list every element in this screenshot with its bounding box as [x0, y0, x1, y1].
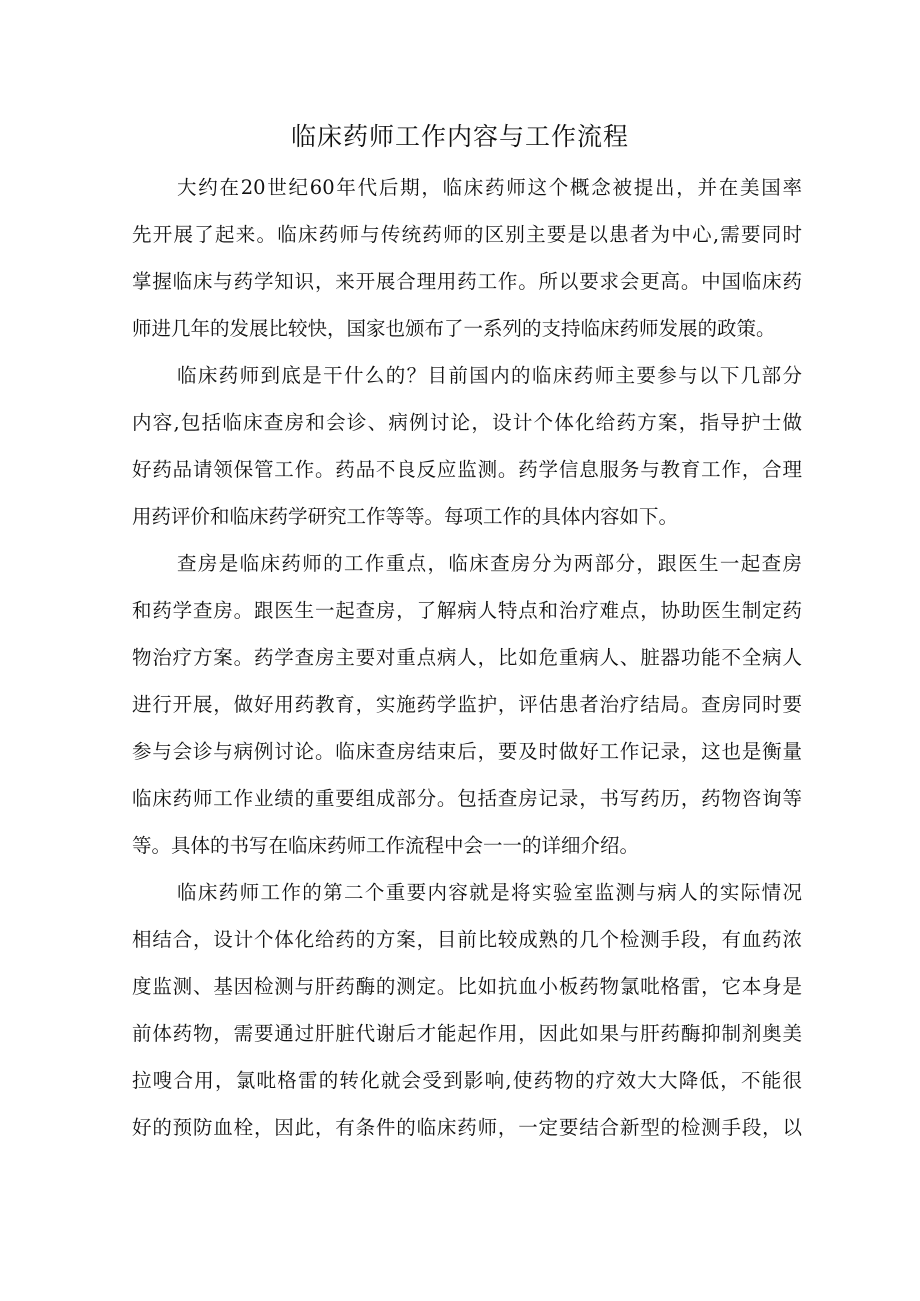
- paragraph-2-line-4: 用药评价和临床药学研究工作等等。每项工作的具体内容如下。: [132, 505, 679, 528]
- paragraph-3-line-1: 查房是临床药师的工作重点，临床查房分为两部分，跟医生一起查房: [177, 552, 802, 575]
- paragraph-3-line-3: 物治疗方案。药学查房主要对重点病人，比如危重病人、脏器功能不全病人: [132, 646, 802, 669]
- document-body: [132, 164, 802, 1151]
- paragraph-4-line-5: 拉嗖合用，氯吡格雷的转化就会受到影响,使药物的疗效大大降低，不能很: [132, 1069, 802, 1092]
- paragraph-2-line-2: 内容,包括临床查房和会诊、病例讨论，设计个体化给药方案，指导护士做: [132, 411, 802, 434]
- paragraph-4-line-4: 前体药物，需要通过肝脏代谢后才能起作用，因此如果与肝药酶抑制剂奥美: [132, 1022, 802, 1045]
- paragraph-3-line-4: 进行开展，做好用药教育，实施药学监护，评估患者治疗结局。查房同时要: [132, 693, 802, 716]
- paragraph-3-line-7: 等。具体的书写在临床药师工作流程中会一一的详细介绍。: [132, 834, 640, 857]
- paragraph-1-line-2: 先开展了起来。临床药师与传统药师的区别主要是以患者为中心,需要同时: [132, 223, 802, 246]
- document-title: 临床药师工作内容与工作流程: [290, 122, 629, 151]
- paragraph-4-line-2: 相结合，设计个体化给药的方案，目前比较成熟的几个检测手段，有血药浓: [132, 928, 802, 951]
- paragraph-3-line-6: 临床药师工作业绩的重要组成部分。包括查房记录，书写药历，药物咨询等: [132, 787, 802, 810]
- paragraph-2-line-1: 临床药师到底是干什么的？目前国内的临床药师主要参与以下几部分: [177, 364, 802, 387]
- paragraph-2-line-3: 好药品请领保管工作。药品不良反应监测。药学信息服务与教育工作，合理: [132, 458, 802, 481]
- paragraph-1-line-3: 掌握临床与药学知识，来开展合理用药工作。所以要求会更高。中国临床药: [132, 270, 802, 293]
- paragraph-3-line-2: 和药学查房。跟医生一起查房，了解病人特点和治疗难点，协助医生制定药: [132, 599, 802, 622]
- paragraph-3-line-5: 参与会诊与病例讨论。临床查房结束后，要及时做好工作记录，这也是衡量: [132, 740, 802, 763]
- paragraph-4-line-1: 临床药师工作的第二个重要内容就是将实验室监测与病人的实际情况: [177, 881, 802, 904]
- paragraph-1-line-1: 大约在20世纪60年代后期，临床药师这个概念被提出，并在美国率: [177, 176, 802, 199]
- paragraph-1-line-4: 师进几年的发展比较快，国家也颁布了一系列的支持临床药师发展的政策。: [132, 317, 776, 340]
- paragraph-4-line-3: 度监测、基因检测与肝药酶的测定。比如抗血小板药物氯吡格雷，它本身是: [132, 975, 802, 998]
- paragraph-4-line-6: 好的预防血栓，因此，有条件的临床药师，一定要结合新型的检测手段，以: [132, 1116, 802, 1139]
